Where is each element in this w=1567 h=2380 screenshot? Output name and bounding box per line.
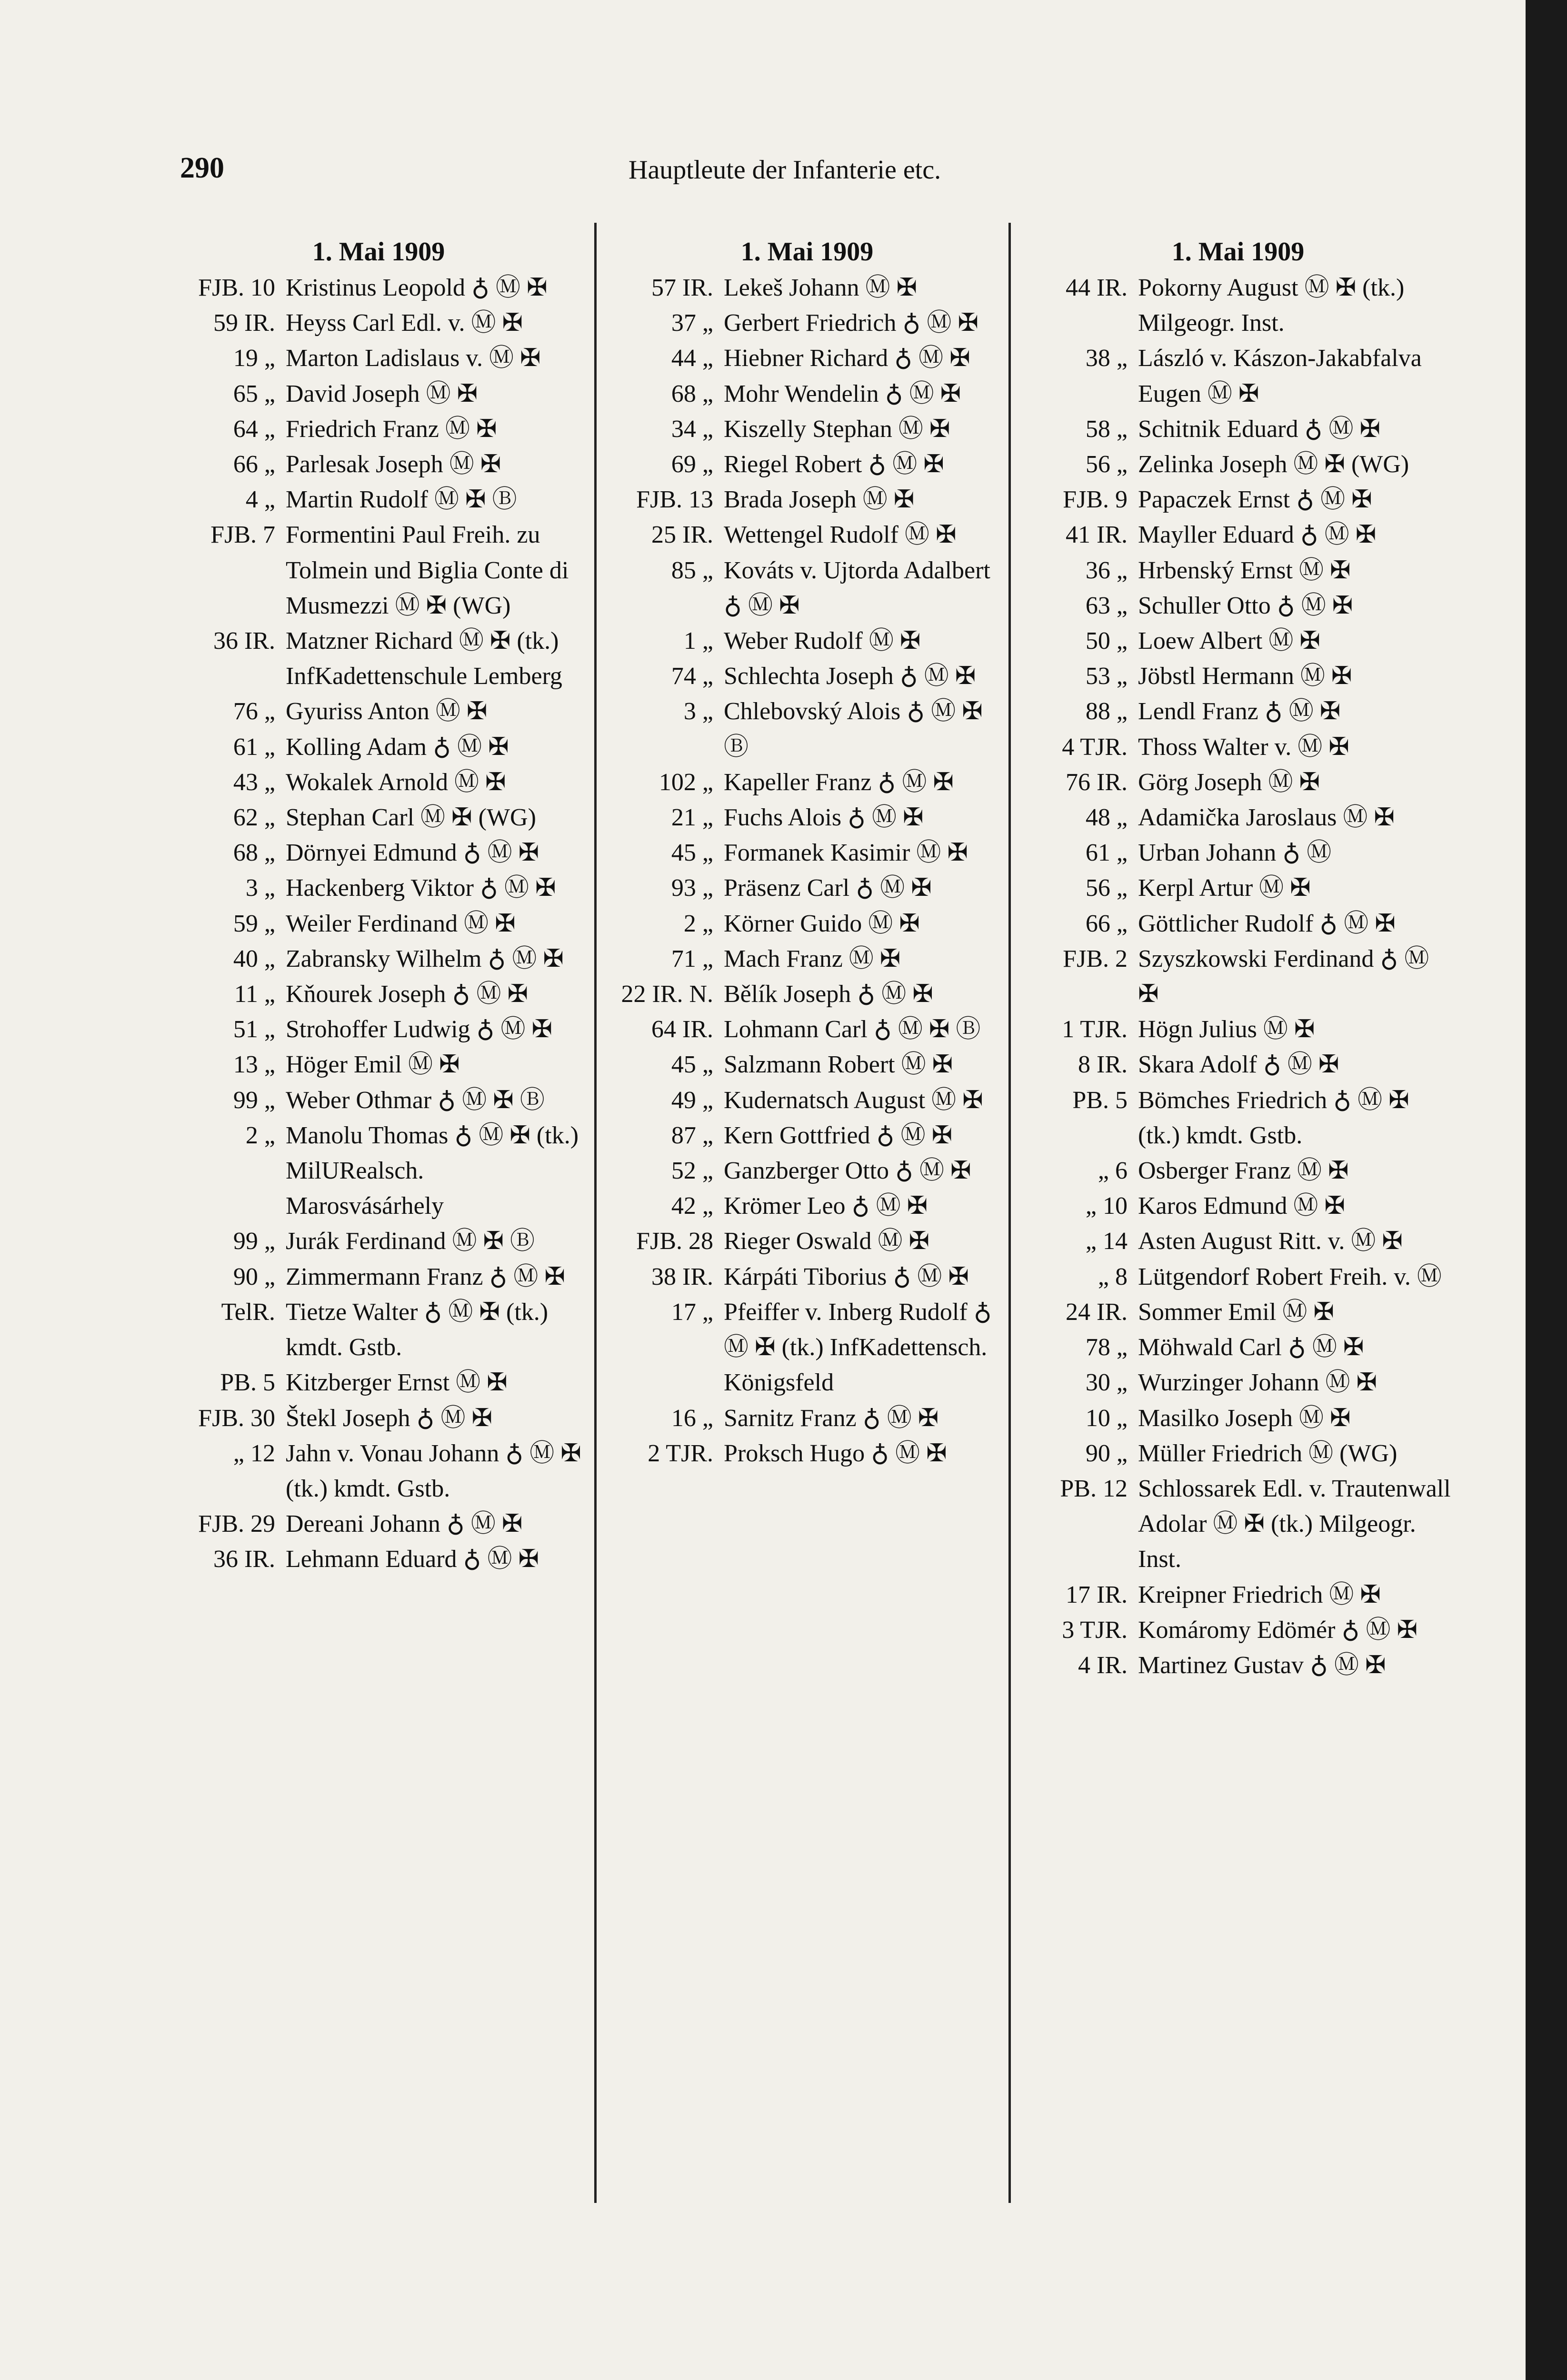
officer-name: Papaczek Ernst ♁ Ⓜ ✠ — [1138, 486, 1372, 514]
officer-name: Matzner Richard Ⓜ ✠ (tk.) InfKadettenschule Lemberg — [286, 627, 562, 690]
officer-entry — [603, 1436, 1011, 1471]
officer-entry — [171, 412, 586, 447]
officer-name: Gerbert Friedrich ♁ Ⓜ ✠ — [724, 309, 978, 337]
officer-name: Lekeš Johann Ⓜ ✠ — [724, 274, 918, 301]
regiment-label: „ 10 — [1085, 1192, 1128, 1220]
officer-name: Sarnitz Franz ♁ Ⓜ ✠ — [724, 1404, 939, 1432]
officer-entry — [171, 730, 586, 765]
officer-name: Mayller Eduard ♁ Ⓜ ✠ — [1138, 521, 1377, 549]
officer-name: Thoss Walter v. Ⓜ ✠ — [1138, 733, 1349, 761]
regiment-label: 68 „ — [233, 839, 275, 867]
officer-entry — [1024, 1365, 1452, 1400]
officer-entry — [603, 412, 1011, 447]
regiment-label: 102 „ — [659, 768, 713, 796]
officer-name: Körner Guido Ⓜ ✠ — [724, 910, 920, 937]
officer-name: Formentini Paul Freih. zu Tolmein und Biglia Conte di Musmezzi Ⓜ ✠ (WG) — [286, 521, 569, 619]
officer-name: Präsenz Carl ♁ Ⓜ ✠ — [724, 874, 932, 902]
officer-name: Jöbstl Hermann Ⓜ ✠ — [1138, 663, 1352, 690]
officer-name: Kern Gottfried ♁ Ⓜ ✠ — [724, 1121, 953, 1149]
officer-name: Schuller Otto ♁ Ⓜ ✠ — [1138, 592, 1353, 619]
regiment-label: 2 „ — [683, 910, 713, 937]
officer-name: Riegel Robert ♁ Ⓜ ✠ — [724, 451, 944, 478]
officer-name: Adamička Jaroslaus Ⓜ ✠ — [1138, 804, 1395, 832]
regiment-label: 4 TJR. — [1062, 733, 1128, 761]
regiment-label: FJB. 9 — [1063, 486, 1128, 514]
regiment-label: 1 „ — [683, 627, 713, 655]
officer-name: Bělík Joseph ♁ Ⓜ ✠ — [724, 981, 933, 1008]
officer-entry — [1024, 588, 1452, 624]
officer-name: Kristinus Leopold ♁ Ⓜ ✠ — [286, 274, 548, 301]
regiment-label: 17 IR. — [1066, 1581, 1128, 1608]
regiment-label: 56 „ — [1085, 451, 1128, 478]
officer-entry — [171, 871, 586, 906]
officer-entry — [603, 906, 1011, 942]
regiment-label: FJB. 13 — [636, 486, 713, 514]
officer-entry — [603, 1295, 1011, 1401]
officer-name: Skara Adolf ♁ Ⓜ ✠ — [1138, 1051, 1339, 1079]
regiment-label: 42 „ — [671, 1192, 713, 1220]
officer-name: Hiebner Richard ♁ Ⓜ ✠ — [724, 345, 970, 372]
officer-entry — [603, 341, 1011, 376]
officer-name: Ganzberger Otto ♁ Ⓜ ✠ — [724, 1157, 971, 1185]
officer-name: Schlechta Joseph ♁ Ⓜ ✠ — [724, 663, 976, 690]
regiment-label: TelR. — [221, 1298, 275, 1326]
regiment-label: 68 „ — [671, 380, 713, 407]
officer-name: Jahn v. Vonau Johann ♁ Ⓜ ✠ (tk.) kmdt. Gstb. — [286, 1439, 581, 1502]
regiment-label: 10 „ — [1085, 1404, 1128, 1432]
officer-name: Zabransky Wilhelm ♁ Ⓜ ✠ — [286, 945, 564, 972]
officer-entry — [603, 942, 1011, 977]
officer-entry — [1024, 553, 1452, 588]
officer-entry — [1024, 447, 1452, 482]
officer-name: Wurzinger Johann Ⓜ ✠ — [1138, 1369, 1377, 1397]
officer-name: Sommer Emil Ⓜ ✠ — [1138, 1298, 1334, 1326]
officer-entry — [1024, 1648, 1452, 1683]
regiment-label: PB. 5 — [1072, 1086, 1128, 1114]
officer-entry — [1024, 1153, 1452, 1189]
officer-entry — [1024, 800, 1452, 835]
regiment-label: 13 „ — [233, 1051, 275, 1079]
officer-entry — [171, 765, 586, 800]
officer-entry — [171, 1401, 586, 1436]
officer-name: Urban Johann ♁ Ⓜ — [1138, 839, 1332, 867]
officer-name: Wokalek Arnold Ⓜ ✠ — [286, 768, 506, 796]
officer-name: Pfeiffer v. Inberg Rudolf ♁ Ⓜ ✠ (tk.) InfKadettensch. Königsfeld — [724, 1298, 992, 1397]
officer-name: Chlebovský Alois ♁ Ⓜ ✠ Ⓑ — [724, 698, 983, 761]
officer-entry — [1024, 835, 1452, 871]
officer-name: Gyuriss Anton Ⓜ ✠ — [286, 698, 488, 725]
officer-entry — [603, 1401, 1011, 1436]
officer-name: Osberger Franz Ⓜ ✠ — [1138, 1157, 1349, 1185]
officer-entry — [603, 835, 1011, 871]
officer-entry — [171, 1295, 586, 1365]
officer-entry — [171, 977, 586, 1012]
officer-name: Schlossarek Edl. v. Trautenwall Adolar Ⓜ ✠ (tk.) Milgeogr. Inst. — [1138, 1475, 1451, 1573]
officer-entry — [1024, 1436, 1452, 1471]
entry-list — [1024, 270, 1452, 1683]
officer-entry — [603, 517, 1011, 553]
regiment-label: 44 IR. — [1066, 274, 1128, 301]
officer-entry — [1024, 482, 1452, 517]
officer-name: Lütgendorf Robert Freih. v. Ⓜ — [1138, 1263, 1442, 1290]
regiment-label: 59 IR. — [213, 309, 275, 337]
officer-name: Kňourek Joseph ♁ Ⓜ ✠ — [286, 981, 529, 1008]
officer-name: Fuchs Alois ♁ Ⓜ ✠ — [724, 804, 924, 832]
page-binding-edge — [1526, 0, 1567, 2380]
officer-name: Krömer Leo ♁ Ⓜ ✠ — [724, 1192, 928, 1220]
officer-name: Hrbenský Ernst Ⓜ ✠ — [1138, 556, 1351, 584]
officer-entry — [603, 977, 1011, 1012]
officer-entry — [1024, 659, 1452, 694]
regiment-label: 36 IR. — [213, 627, 275, 655]
regiment-label: 30 „ — [1085, 1369, 1128, 1397]
officer-entry — [603, 1083, 1011, 1118]
officer-entry — [1024, 1259, 1452, 1295]
officer-name: Hackenberg Viktor ♁ Ⓜ ✠ — [286, 874, 556, 902]
officer-entry — [171, 377, 586, 412]
officer-name: Zelinka Joseph Ⓜ ✠ (WG) — [1138, 451, 1409, 478]
regiment-label: 90 „ — [1085, 1439, 1128, 1467]
regiment-label: FJB. 29 — [198, 1510, 275, 1538]
officer-entry — [171, 1365, 586, 1400]
regiment-label: 17 „ — [671, 1298, 713, 1326]
running-head: Hauptleute der Infanterie etc. — [629, 155, 941, 185]
regiment-label: 49 „ — [671, 1086, 713, 1114]
regiment-label: 4 „ — [245, 486, 275, 514]
regiment-label: FJB. 30 — [198, 1404, 275, 1432]
officer-entry — [171, 447, 586, 482]
officer-entry — [171, 341, 586, 376]
officer-entry — [603, 1012, 1011, 1047]
officer-name: Formanek Kasimir Ⓜ ✠ — [724, 839, 968, 867]
regiment-label: FJB. 7 — [210, 521, 275, 549]
officer-entry — [171, 270, 586, 306]
officer-name: Göttlicher Rudolf ♁ Ⓜ ✠ — [1138, 910, 1396, 937]
officer-entry — [1024, 1295, 1452, 1330]
regiment-label: 74 „ — [671, 663, 713, 690]
regiment-label: 11 „ — [234, 981, 275, 1008]
officer-entry — [1024, 1577, 1452, 1613]
regiment-label: FJB. 10 — [198, 274, 275, 301]
regiment-label: 64 „ — [233, 415, 275, 443]
officer-entry — [603, 1153, 1011, 1189]
officer-entry — [1024, 1083, 1452, 1153]
officer-name: Höger Emil Ⓜ ✠ — [286, 1051, 460, 1079]
officer-name: Kerpl Artur Ⓜ ✠ — [1138, 874, 1311, 902]
regiment-label: 44 „ — [671, 345, 713, 372]
regiment-label: 66 „ — [1085, 910, 1128, 937]
regiment-label: 69 „ — [671, 451, 713, 478]
regiment-label: 38 IR. — [651, 1263, 713, 1290]
officer-name: Mach Franz Ⓜ ✠ — [724, 945, 901, 972]
officer-entry — [171, 1224, 586, 1259]
officer-name: Karos Edmund Ⓜ ✠ — [1138, 1192, 1345, 1220]
regiment-label: 1 TJR. — [1062, 1016, 1128, 1043]
regiment-label: FJB. 2 — [1063, 945, 1128, 972]
officer-name: Kreipner Friedrich Ⓜ ✠ — [1138, 1581, 1381, 1608]
regiment-label: 51 „ — [233, 1016, 275, 1043]
officer-entry — [603, 871, 1011, 906]
column-1 — [171, 233, 586, 1577]
officer-name: David Joseph Ⓜ ✠ — [286, 380, 478, 407]
officer-entry — [603, 482, 1011, 517]
regiment-label: 62 „ — [233, 804, 275, 832]
column-2 — [603, 233, 1011, 1471]
officer-name: Proksch Hugo ♁ Ⓜ ✠ — [724, 1439, 947, 1467]
officer-entry — [171, 906, 586, 942]
regiment-label: 57 IR. — [651, 274, 713, 301]
officer-entry — [171, 306, 586, 341]
regiment-label: 24 IR. — [1066, 1298, 1128, 1326]
officer-name: Friedrich Franz Ⓜ ✠ — [286, 415, 497, 443]
regiment-label: 25 IR. — [651, 521, 713, 549]
regiment-label: 3 „ — [683, 698, 713, 725]
regiment-label: 40 „ — [233, 945, 275, 972]
regiment-label: 19 „ — [233, 345, 275, 372]
officer-name: Kitzberger Ernst Ⓜ ✠ — [286, 1369, 508, 1397]
regiment-label: 78 „ — [1085, 1334, 1128, 1361]
officer-name: Schitnik Eduard ♁ Ⓜ ✠ — [1138, 415, 1381, 443]
officer-entry — [603, 1118, 1011, 1153]
regiment-label: 76 „ — [233, 698, 275, 725]
officer-entry — [603, 1224, 1011, 1259]
officer-name: Tietze Walter ♁ Ⓜ ✠ (tk.) kmdt. Gstb. — [286, 1298, 549, 1361]
regiment-label: 90 „ — [233, 1263, 275, 1290]
officer-name: Martinez Gustav ♁ Ⓜ ✠ — [1138, 1651, 1386, 1679]
officer-name: Kapeller Franz ♁ Ⓜ ✠ — [724, 768, 954, 796]
officer-name: Görg Joseph Ⓜ ✠ — [1138, 768, 1320, 796]
officer-entry — [1024, 341, 1452, 411]
officer-name: Štekl Joseph ♁ Ⓜ ✠ — [286, 1404, 493, 1432]
officer-entry — [1024, 624, 1452, 659]
officer-entry — [1024, 1401, 1452, 1436]
officer-name: Weber Rudolf Ⓜ ✠ — [724, 627, 921, 655]
officer-entry — [1024, 517, 1452, 553]
officer-entry — [1024, 1613, 1452, 1648]
officer-entry — [603, 377, 1011, 412]
officer-entry — [171, 1047, 586, 1082]
officer-name: Lehmann Eduard ♁ Ⓜ ✠ — [286, 1546, 539, 1573]
officer-name: Brada Joseph Ⓜ ✠ — [724, 486, 915, 514]
officer-entry — [171, 835, 586, 871]
officer-entry — [603, 1259, 1011, 1295]
officer-name: Jurák Ferdinand Ⓜ ✠ Ⓑ — [286, 1228, 535, 1255]
officer-name: Kárpáti Tiborius ♁ Ⓜ ✠ — [724, 1263, 969, 1290]
officer-name: Parlesak Joseph Ⓜ ✠ — [286, 451, 501, 478]
officer-name: Pokorny August Ⓜ ✠ (tk.) Milgeogr. Inst. — [1138, 274, 1405, 337]
regiment-label: „ 8 — [1098, 1263, 1128, 1290]
officer-entry — [1024, 765, 1452, 800]
officer-entry — [603, 765, 1011, 800]
regiment-label: PB. 12 — [1060, 1475, 1128, 1502]
officer-entry — [1024, 1471, 1452, 1577]
officer-entry — [603, 659, 1011, 694]
officer-name: Zimmermann Franz ♁ Ⓜ ✠ — [286, 1263, 566, 1290]
regiment-label: 45 „ — [671, 839, 713, 867]
officer-name: Müller Friedrich Ⓜ (WG) — [1138, 1439, 1397, 1467]
column-date-heading: 1. Mai 1909 — [740, 237, 874, 267]
officer-name: Martin Rudolf Ⓜ ✠ Ⓑ — [286, 486, 517, 514]
officer-entry — [171, 1436, 586, 1507]
officer-entry — [171, 1012, 586, 1047]
regiment-label: 76 IR. — [1066, 768, 1128, 796]
officer-name: Loew Albert Ⓜ ✠ — [1138, 627, 1320, 655]
officer-name: Rieger Oswald Ⓜ ✠ — [724, 1228, 930, 1255]
officer-name: Kudernatsch August Ⓜ ✠ — [724, 1086, 983, 1114]
officer-entry — [171, 942, 586, 977]
officer-entry — [1024, 1047, 1452, 1082]
column-date-heading: 1. Mai 1909 — [1171, 237, 1305, 267]
regiment-label: 3 „ — [245, 874, 275, 902]
officer-entry — [603, 624, 1011, 659]
officer-name: Mohr Wendelin ♁ Ⓜ ✠ — [724, 380, 961, 407]
officer-entry — [1024, 412, 1452, 447]
regiment-label: 64 IR. — [651, 1016, 713, 1043]
regiment-label: 65 „ — [233, 380, 275, 407]
regiment-label: 37 „ — [671, 309, 713, 337]
regiment-label: 88 „ — [1085, 698, 1128, 725]
officer-entry — [171, 1259, 586, 1295]
regiment-label: 43 „ — [233, 768, 275, 796]
officer-name: Lohmann Carl ♁ Ⓜ ✠ Ⓑ — [724, 1016, 981, 1043]
officer-name: Szyszkowski Ferdinand ♁ Ⓜ ✠ — [1138, 945, 1429, 1008]
regiment-label: „ 6 — [1098, 1157, 1128, 1185]
officer-name: Dörnyei Edmund ♁ Ⓜ ✠ — [286, 839, 539, 867]
officer-name: Kováts v. Ujtorda Adalbert ♁ Ⓜ ✠ — [724, 556, 990, 619]
regiment-label: 85 „ — [671, 556, 713, 584]
officer-name: Wettengel Rudolf Ⓜ ✠ — [724, 521, 957, 549]
officer-entry — [171, 1083, 586, 1118]
column-date-heading: 1. Mai 1909 — [312, 237, 445, 267]
regiment-label: 38 „ — [1085, 345, 1128, 372]
officer-entry — [603, 694, 1011, 764]
officer-entry — [1024, 694, 1452, 729]
regiment-label: 61 „ — [233, 733, 275, 761]
officer-name: Manolu Thomas ♁ Ⓜ ✠ (tk.) MilURealsch. Marosvásárhely — [286, 1121, 579, 1220]
officer-entry — [603, 1189, 1011, 1224]
officer-entry — [603, 270, 1011, 306]
regiment-label: 45 „ — [671, 1051, 713, 1079]
regiment-label: 52 „ — [671, 1157, 713, 1185]
regiment-label: 99 „ — [233, 1086, 275, 1114]
officer-name: Heyss Carl Edl. v. Ⓜ ✠ — [286, 309, 523, 337]
officer-entry — [1024, 1189, 1452, 1224]
regiment-label: 56 „ — [1085, 874, 1128, 902]
regiment-label: 53 „ — [1085, 663, 1128, 690]
officer-name: Strohoffer Ludwig ♁ Ⓜ ✠ — [286, 1016, 553, 1043]
regiment-label: 4 IR. — [1078, 1651, 1128, 1679]
officer-entry — [171, 694, 586, 729]
regiment-label: 66 „ — [233, 451, 275, 478]
regiment-label: 16 „ — [671, 1404, 713, 1432]
officer-entry — [603, 553, 1011, 624]
officer-name: Salzmann Robert Ⓜ ✠ — [724, 1051, 953, 1079]
regiment-label: FJB. 28 — [636, 1228, 713, 1255]
regiment-label: 63 „ — [1085, 592, 1128, 619]
officer-entry — [1024, 730, 1452, 765]
officer-entry — [171, 517, 586, 624]
regiment-label: 71 „ — [671, 945, 713, 972]
officer-name: Högn Julius Ⓜ ✠ — [1138, 1016, 1315, 1043]
regiment-label: „ 14 — [1085, 1228, 1128, 1255]
entry-list — [603, 270, 1011, 1471]
officer-name: Kiszelly Stephan Ⓜ ✠ — [724, 415, 950, 443]
regiment-label: 36 „ — [1085, 556, 1128, 584]
column-3 — [1024, 233, 1452, 1683]
officer-entry — [603, 1047, 1011, 1082]
regiment-label: 41 IR. — [1066, 521, 1128, 549]
officer-entry — [171, 1118, 586, 1224]
regiment-label: 87 „ — [671, 1121, 713, 1149]
regiment-label: 48 „ — [1085, 804, 1128, 832]
officer-name: Weber Othmar ♁ Ⓜ ✠ Ⓑ — [286, 1086, 545, 1114]
officer-name: Weiler Ferdinand Ⓜ ✠ — [286, 910, 516, 937]
officer-name: Masilko Joseph Ⓜ ✠ — [1138, 1404, 1351, 1432]
officer-entry — [171, 1507, 586, 1542]
officer-name: Möhwald Carl ♁ Ⓜ ✠ — [1138, 1334, 1364, 1361]
officer-entry — [171, 624, 586, 694]
officer-entry — [1024, 1330, 1452, 1365]
officer-entry — [1024, 270, 1452, 341]
officer-entry — [171, 1542, 586, 1577]
officer-name: László v. Kászon-Jakabfalva Eugen Ⓜ ✠ — [1138, 345, 1422, 407]
regiment-label: „ 12 — [233, 1439, 275, 1467]
officer-name: Kolling Adam ♁ Ⓜ ✠ — [286, 733, 509, 761]
officer-entry — [171, 800, 586, 835]
officer-entry — [1024, 871, 1452, 906]
officer-entry — [603, 447, 1011, 482]
officer-entry — [1024, 906, 1452, 942]
page-number: 290 — [180, 152, 224, 184]
entry-list — [171, 270, 586, 1577]
officer-entry — [171, 482, 586, 517]
officer-name: Marton Ladislaus v. Ⓜ ✠ — [286, 345, 541, 372]
regiment-label: 21 „ — [671, 804, 713, 832]
officer-name: Lendl Franz ♁ Ⓜ ✠ — [1138, 698, 1341, 725]
regiment-label: 59 „ — [233, 910, 275, 937]
officer-name: Asten August Ritt. v. Ⓜ ✠ — [1138, 1228, 1403, 1255]
officer-entry — [603, 800, 1011, 835]
officer-name: Komáromy Edömér ♁ Ⓜ ✠ — [1138, 1616, 1418, 1644]
regiment-label: 61 „ — [1085, 839, 1128, 867]
regiment-label: PB. 5 — [220, 1369, 275, 1397]
regiment-label: 58 „ — [1085, 415, 1128, 443]
regiment-label: 2 „ — [245, 1121, 275, 1149]
regiment-label: 3 TJR. — [1062, 1616, 1128, 1644]
regiment-label: 93 „ — [671, 874, 713, 902]
regiment-label: 50 „ — [1085, 627, 1128, 655]
officer-entry — [1024, 1224, 1452, 1259]
regiment-label: 22 IR. N. — [621, 981, 713, 1008]
regiment-label: 2 TJR. — [648, 1439, 713, 1467]
officer-name: Dereani Johann ♁ Ⓜ ✠ — [286, 1510, 523, 1538]
column-rule — [594, 223, 597, 2203]
regiment-label: 99 „ — [233, 1228, 275, 1255]
regiment-label: 8 IR. — [1078, 1051, 1128, 1079]
officer-name: Bömches Friedrich ♁ Ⓜ ✠ (tk.) kmdt. Gstb. — [1138, 1086, 1409, 1149]
officer-entry — [1024, 942, 1452, 1012]
regiment-label: 36 IR. — [213, 1546, 275, 1573]
officer-entry — [603, 306, 1011, 341]
regiment-label: 34 „ — [671, 415, 713, 443]
officer-entry — [1024, 1012, 1452, 1047]
officer-name: Stephan Carl Ⓜ ✠ (WG) — [286, 804, 536, 832]
